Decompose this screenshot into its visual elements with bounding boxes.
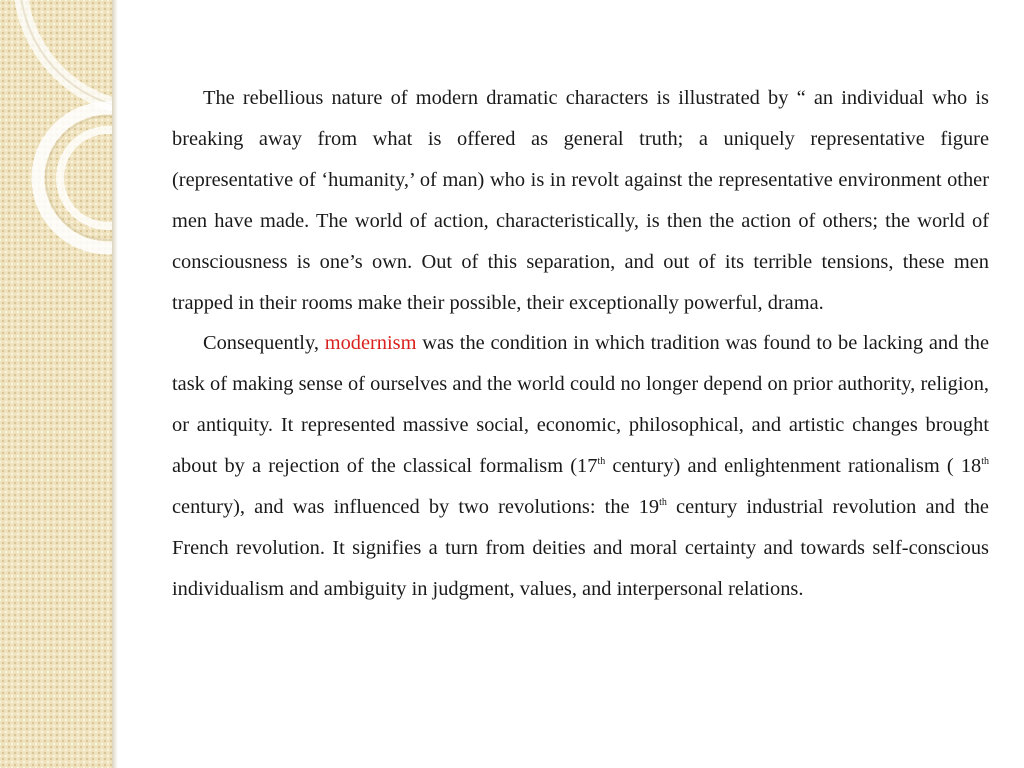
superscript-th: th — [981, 456, 989, 468]
paragraph-2-lead: Consequently, — [203, 332, 325, 355]
paragraph-2-text-c: century), and was influenced by two revolutions: the 19 — [172, 496, 660, 519]
decorative-circles — [0, 0, 112, 768]
highlighted-term-modernism: modernism — [324, 332, 417, 355]
superscript-th: th — [659, 497, 667, 509]
paragraph-2-text-b: century) and enlightenment rationalism ( 18 — [605, 455, 982, 478]
body-text — [172, 78, 989, 610]
paragraph-1: The rebellious nature of modern dramatic characters is illustrated by “ an individual who is breaking away from what is offered as general truth; a uniquely representative figure (representative of ‘humanity,’ of man) who is in revolt against the representative environment other men have made. The world of action, characteristically, is then the action of others; the world of consciousness is one’s own. Out of this separation, and out of its terrible tensions, these men trapped in their rooms make their possible, their exceptionally powerful, drama. — [172, 87, 989, 314]
superscript-th: th — [597, 456, 606, 468]
band-shadow-edge — [112, 0, 118, 768]
paragraph-2 — [172, 323, 989, 609]
paragraph-2-text-a: was the condition in which tradition was found to be lacking and the task of making sense of ourselves and the world could no longer depend on prior authority, religion, or antiquity. It represented massive social, economic, philosophical, and artistic changes brought about by a rejection of the classical formalism (17 — [172, 332, 990, 478]
paragraph-2-text-d: century industrial revolution and the French revolution. It signifies a turn from deities and moral certainty and towards self-conscious individualism and ambiguity in judgment, values, and interpersonal relations. — [172, 496, 989, 600]
